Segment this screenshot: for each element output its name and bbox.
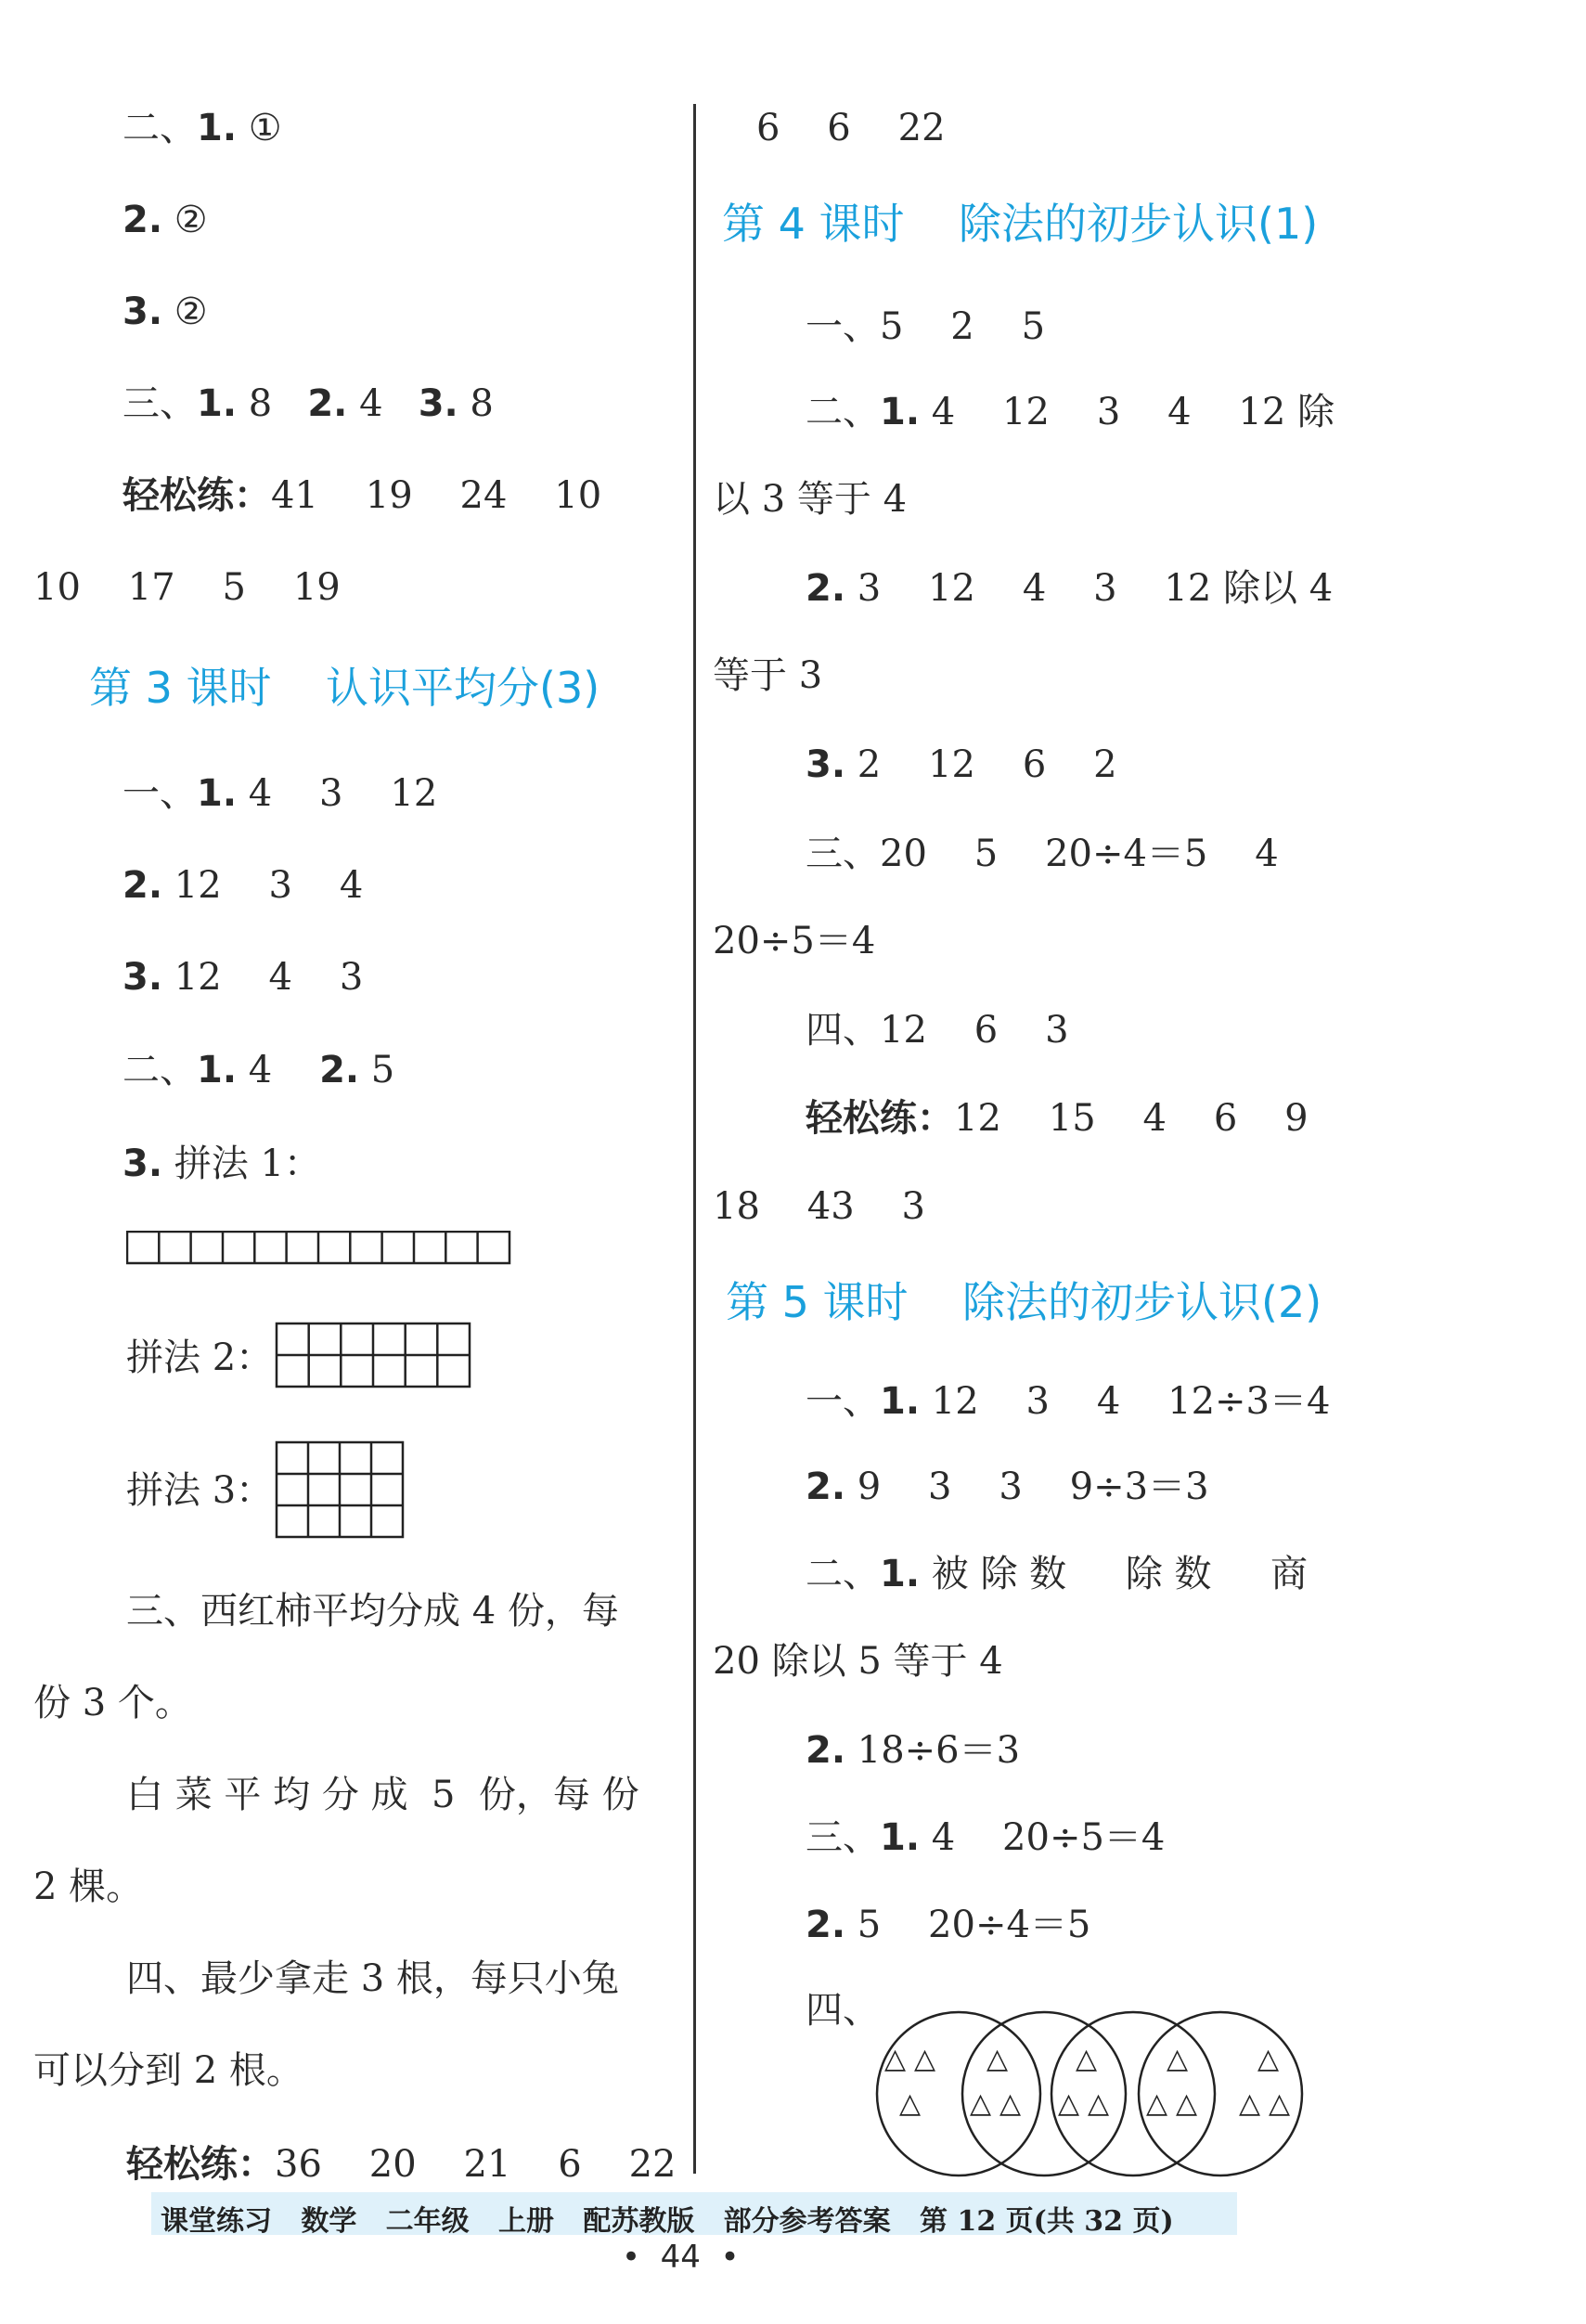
label: 2. bbox=[307, 382, 348, 425]
label: 2. bbox=[806, 1465, 846, 1508]
label: 1. bbox=[880, 391, 921, 433]
triangle-icon: △ bbox=[1167, 2043, 1189, 2075]
answer-2-2 bbox=[122, 201, 208, 239]
column-divider bbox=[693, 104, 696, 2174]
arrangement-3-label: 拼法 3： bbox=[126, 1469, 274, 1512]
value: 4 12 3 4 12 除 bbox=[920, 391, 1335, 433]
label: 二、 bbox=[122, 1049, 197, 1091]
label: 三、 bbox=[806, 1816, 880, 1859]
easy-practice-1-cont: 10 17 5 19 bbox=[33, 566, 341, 609]
answer-4-cont: 可以分到 2 根。 bbox=[33, 2049, 303, 2092]
value: 41 19 24 10 bbox=[271, 474, 602, 517]
label: 3. bbox=[418, 382, 458, 425]
label: 二、 bbox=[806, 1553, 880, 1595]
l5-answer-1-2 bbox=[806, 1465, 1209, 1508]
triangle-icon: △ bbox=[899, 2087, 922, 2120]
triangle-icon: △ bbox=[986, 2043, 1009, 2075]
answer-3-tomato-cont: 份 3 个。 bbox=[33, 1682, 192, 1724]
value: 12 15 4 6 9 bbox=[954, 1097, 1309, 1140]
triangle-icon: △ bbox=[914, 2043, 936, 2075]
label: 一、 bbox=[806, 1380, 880, 1423]
answer-3 bbox=[122, 382, 494, 425]
value: 4 3 12 bbox=[237, 772, 438, 815]
label: 3. bbox=[122, 1143, 163, 1185]
label: 2. bbox=[319, 1049, 360, 1091]
circles-diagram bbox=[868, 2003, 1313, 2188]
footer-banner bbox=[151, 2192, 1237, 2238]
l5-answer-3-2 bbox=[806, 1904, 1091, 1946]
label: 二、 bbox=[122, 107, 197, 149]
l4-answer-4: 四、12 6 3 bbox=[806, 1009, 1069, 1052]
answer-3-cabbage: 白 菜 平 均 分 成 5 份，每 份 bbox=[126, 1774, 639, 1816]
value: 12 3 4 bbox=[162, 864, 364, 907]
l4-answer-2-2-cont: 等于 3 bbox=[713, 654, 823, 697]
page-number: • 44 • bbox=[622, 2239, 740, 2276]
value: 拼法 1： bbox=[162, 1143, 321, 1185]
label: 1. bbox=[197, 1049, 238, 1091]
value: 5 20÷4＝5 bbox=[845, 1904, 1091, 1946]
label: 一、 bbox=[122, 772, 197, 815]
value: 4 bbox=[237, 1049, 320, 1091]
triangle-icon: △ bbox=[884, 2043, 907, 2075]
triangle-icon: △ bbox=[1076, 2043, 1098, 2075]
answer-3-tomato: 三、西红柿平均分成 4 份，每 bbox=[126, 1590, 619, 1633]
l4-answer-2-1-cont: 以 3 等于 4 bbox=[713, 478, 908, 521]
l4-answer-2-1 bbox=[806, 391, 1335, 433]
value: 18÷6＝3 bbox=[845, 1729, 1021, 1772]
label: 1. bbox=[197, 382, 238, 425]
lesson-5-title: 第 5 课时 除法的初步认识(2) bbox=[726, 1277, 1322, 1327]
label: 2. bbox=[122, 864, 163, 907]
label: 1. bbox=[197, 107, 238, 149]
triangle-icon: △ bbox=[1176, 2087, 1198, 2120]
value: ① bbox=[237, 107, 282, 149]
value: 4 20÷5＝4 bbox=[920, 1816, 1166, 1859]
l3-answer-2-3 bbox=[122, 1143, 321, 1185]
easy-practice-3 bbox=[806, 1097, 1309, 1140]
l5-answer-3-1 bbox=[806, 1816, 1166, 1859]
l4-answer-3-cont: 20÷5＝4 bbox=[713, 920, 876, 962]
arrangement-2-grid bbox=[275, 1322, 473, 1390]
label: 轻松练： bbox=[806, 1097, 954, 1140]
l4-answer-2-3 bbox=[806, 743, 1117, 786]
easy-practice-2-cont: 6 6 22 bbox=[756, 107, 946, 149]
value: 3 12 4 3 12 除以 4 bbox=[845, 567, 1334, 610]
triangle-icon: △ bbox=[1146, 2087, 1168, 2120]
value: 12 4 3 bbox=[162, 956, 364, 999]
l3-answer-1-1 bbox=[122, 772, 438, 815]
lesson-4-title: 第 4 课时 除法的初步认识(1) bbox=[722, 199, 1319, 249]
triangle-icon: △ bbox=[1239, 2087, 1261, 2120]
label: 3. bbox=[806, 743, 846, 786]
label: 1. bbox=[880, 1380, 921, 1423]
answer-2-1 bbox=[122, 107, 282, 149]
easy-practice-3-cont: 18 43 3 bbox=[713, 1185, 925, 1228]
label: 二、 bbox=[806, 391, 880, 433]
value: 12 3 4 12÷3＝4 bbox=[920, 1380, 1331, 1423]
triangle-icon: △ bbox=[999, 2087, 1022, 2120]
l4-answer-1: 一、5 2 5 bbox=[806, 305, 1046, 348]
value: 9 3 3 9÷3＝3 bbox=[845, 1465, 1209, 1508]
triangle-icon: △ bbox=[1058, 2087, 1080, 2120]
l3-answer-1-2 bbox=[122, 864, 364, 907]
l4-answer-3: 三、20 5 20÷4＝5 4 bbox=[806, 833, 1279, 875]
label: 2. bbox=[806, 1904, 846, 1946]
value: 5 bbox=[359, 1049, 395, 1091]
l5-answer-1-1 bbox=[806, 1380, 1331, 1423]
answer-4: 四、最少拿走 3 根，每只小兔 bbox=[126, 1957, 619, 2000]
value: 2 12 6 2 bbox=[845, 743, 1117, 786]
triangle-icon: △ bbox=[1269, 2087, 1291, 2120]
value: 8 bbox=[237, 382, 308, 425]
label: 轻松练： bbox=[122, 474, 271, 517]
value: 8 bbox=[458, 382, 494, 425]
value: 36 20 21 6 22 bbox=[275, 2143, 677, 2186]
easy-practice-1 bbox=[122, 474, 602, 517]
l3-answer-2 bbox=[122, 1049, 395, 1091]
label: 1. bbox=[880, 1553, 921, 1595]
label: 1. bbox=[197, 772, 238, 815]
label: 三、 bbox=[122, 382, 197, 425]
value: ② bbox=[162, 290, 208, 333]
triangle-icon: △ bbox=[970, 2087, 992, 2120]
label: 1. bbox=[880, 1816, 921, 1859]
arrangement-1-grid bbox=[126, 1231, 512, 1266]
l5-answer-2-1-cont: 20 除以 5 等于 4 bbox=[713, 1640, 1003, 1683]
l5-answer-2-2 bbox=[806, 1729, 1021, 1772]
answer-2-3 bbox=[122, 290, 208, 333]
l3-answer-1-3 bbox=[122, 956, 364, 999]
label: 3. bbox=[122, 290, 163, 333]
value: ② bbox=[162, 199, 208, 241]
label: 2. bbox=[806, 1729, 846, 1772]
arrangement-2-label: 拼法 2： bbox=[126, 1336, 274, 1379]
label: 轻松练： bbox=[126, 2143, 275, 2186]
l4-answer-2-2 bbox=[806, 567, 1334, 610]
label: 2. bbox=[806, 567, 846, 610]
footer-text: 课堂练习 数学 二年级 上册 配苏教版 部分参考答案 第 12 页(共 32 页) bbox=[161, 2205, 1174, 2238]
triangle-icon: △ bbox=[1088, 2087, 1110, 2120]
arrangement-3-grid bbox=[275, 1440, 406, 1541]
answer-3-cabbage-cont: 2 棵。 bbox=[33, 1866, 144, 1908]
label: 3. bbox=[122, 956, 163, 999]
l5-answer-4-label: 四、 bbox=[806, 1989, 880, 2032]
easy-practice-2 bbox=[126, 2143, 677, 2186]
label: 2. bbox=[122, 199, 163, 241]
value: 被 除 数 除 数 商 bbox=[920, 1553, 1309, 1595]
lesson-3-title: 第 3 课时 认识平均分(3) bbox=[89, 663, 600, 713]
l5-answer-2-1 bbox=[806, 1553, 1309, 1595]
value: 4 bbox=[347, 382, 419, 425]
triangle-icon: △ bbox=[1257, 2043, 1280, 2075]
